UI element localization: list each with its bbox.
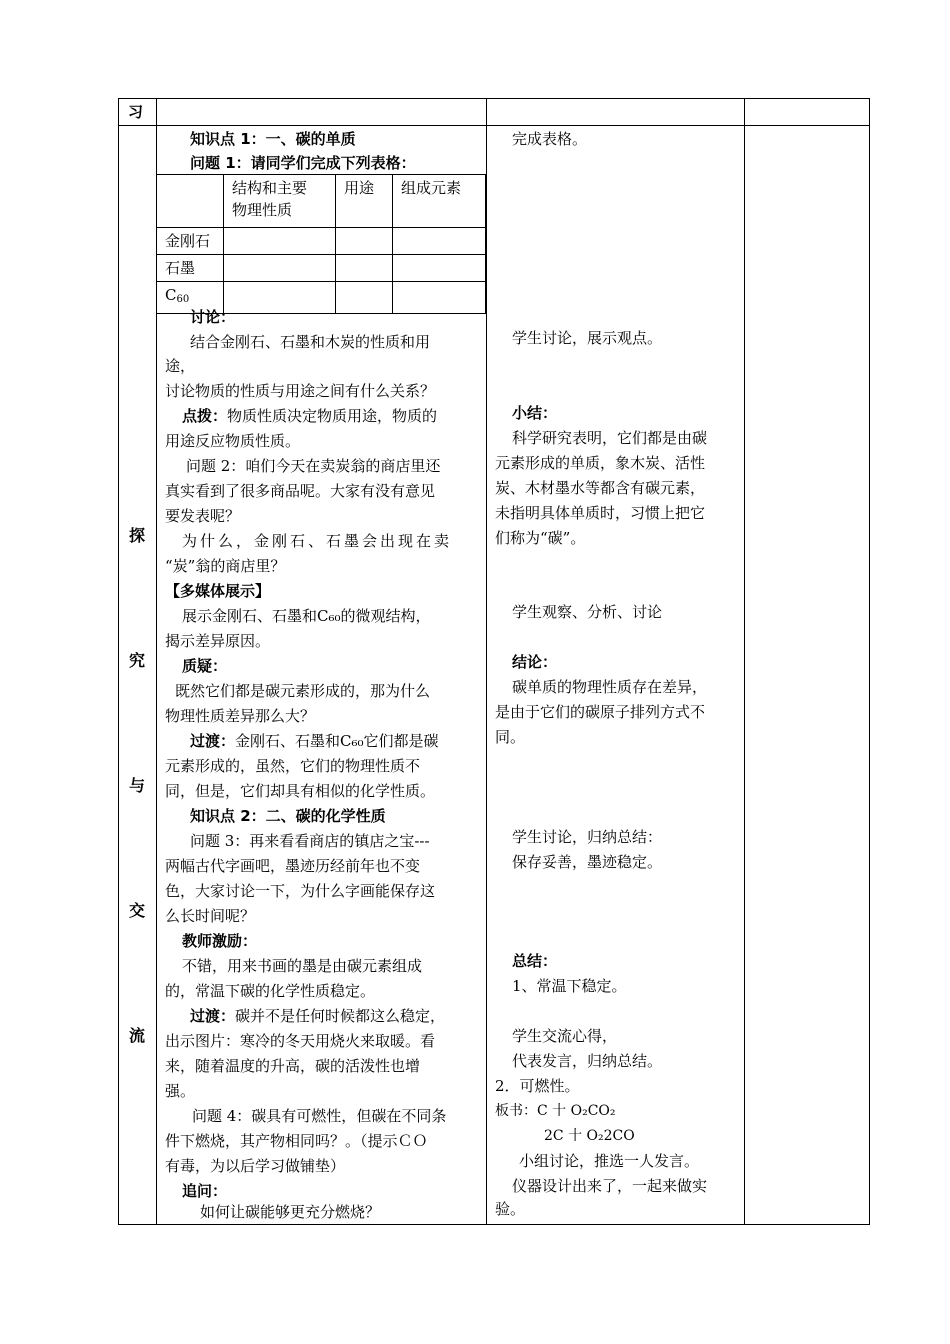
exchange-line-2: 代表发言，归纳总结。 <box>512 1052 663 1070</box>
discuss-line-2: 途， <box>165 357 196 375</box>
transition-1-text: 金刚石、石墨和C₆₀它们都是碳 <box>235 732 439 750</box>
transition-1-line-2: 元素形成的，虽然，它们的物理性质不 <box>165 757 421 775</box>
conclusion-line-1: 碳单质的物理性质存在差异， <box>512 678 708 696</box>
c60-subscript: 60 <box>176 294 190 305</box>
conclusion-line-3: 同。 <box>495 728 526 746</box>
question-2-line-1: 问题 2：咱们今天在卖炭翁的商店里还 <box>186 457 441 475</box>
encourage-label: 教师激励： <box>182 932 258 950</box>
why-line-2: “炭”翁的商店里？ <box>165 557 286 575</box>
transition-1-line-1 <box>190 729 439 753</box>
total-line-1: 1、常温下稳定。 <box>512 977 627 995</box>
question-4-line-1: 问题 4：碳具有可燃性，但碳在不同条 <box>192 1107 447 1125</box>
side-label-2: 究 <box>129 651 146 670</box>
question-4-line-2: 件下燃烧，其产物相同吗？。（提示ＣＯ <box>165 1132 428 1150</box>
transition-2-line-3: 来，随着温度的升高，碳的活泼性也增 <box>165 1057 421 1075</box>
conclusion-line-2: 是由于它们的碳原子排列方式不 <box>495 703 706 721</box>
encourage-line-1: 不错，用来书画的墨是由碳元素组成 <box>182 957 423 975</box>
col-divider-2 <box>486 98 487 1225</box>
stage-label: 习 <box>128 103 144 121</box>
table-cell-graphite: 石墨 <box>157 255 224 282</box>
doubt-line-2: 物理性质差异那么大？ <box>165 707 316 725</box>
media-label: 【多媒体展示】 <box>165 582 271 600</box>
question-2-line-2: 真实看到了很多商品呢。大家有没有意见 <box>165 482 436 500</box>
student-discuss-2-line-1: 学生讨论，归纳总结： <box>512 828 663 846</box>
doubt-line-1: 既然它们都是碳元素形成的，那为什么 <box>175 682 431 700</box>
question-3-line-1: 问题 3：再来看看商店的镇店之宝--- <box>190 832 430 850</box>
transition-1-line-3: 同，但是，它们却具有相似的化学性质。 <box>165 782 436 800</box>
table-header-row <box>157 175 486 228</box>
instrument-line-2: 验。 <box>495 1200 526 1218</box>
c60-symbol: C <box>165 286 177 304</box>
knowledge-point-1-title: 知识点 1：一、碳的单质 <box>190 130 356 148</box>
question-1 <box>190 151 416 175</box>
student-discuss: 学生讨论，展示观点。 <box>512 329 663 347</box>
board-equation-2: 2C 十 O₂2CO <box>544 1128 635 1144</box>
table-cell <box>393 255 486 282</box>
student-observe: 学生观察、分析、讨论 <box>512 603 663 621</box>
transition-1-label: 过渡： <box>190 732 236 750</box>
table-header-structure <box>224 175 336 228</box>
board-equation-1: 板书：C 十 O₂CO₂ <box>495 1103 616 1119</box>
hint-label: 点拨： <box>182 407 228 425</box>
question-3-line-4: 么长时间呢？ <box>165 907 256 925</box>
table-bottom-border <box>118 1224 870 1225</box>
header-row-divider <box>118 125 870 126</box>
summary-label: 小结： <box>512 404 558 422</box>
side-label-5: 流 <box>129 1026 146 1045</box>
follow-up-label: 追问： <box>182 1182 228 1200</box>
question-3-line-2: 两幅古代字画吧，墨迹历经前年也不变 <box>165 857 421 875</box>
side-label-4: 交 <box>129 901 146 920</box>
summary-line-3: 炭、木材墨水等都含有碳元素， <box>495 479 706 497</box>
side-label-3: 与 <box>129 776 146 795</box>
transition-2-line-2: 出示图片：寒冷的冬天用烧火来取暖。看 <box>165 1032 436 1050</box>
header-structure-line1: 结构和主要 <box>232 179 308 197</box>
media-line-1: 展示金刚石、石墨和C₆₀的微观结构， <box>182 607 431 625</box>
follow-up-line-1: 如何让碳能够更充分燃烧？ <box>200 1203 381 1221</box>
summary-line-5: 们称为“碳”。 <box>495 529 586 547</box>
media-line-2: 揭示差异原因。 <box>165 632 271 650</box>
summary-line-4: 未指明具体单质时，习惯上把它 <box>495 504 706 522</box>
table-cell <box>336 282 393 314</box>
carbon-forms-table <box>156 174 486 314</box>
instrument-line-1: 仪器设计出来了，一起来做实 <box>512 1177 708 1195</box>
transition-2-line-1 <box>190 1004 445 1028</box>
table-right-border <box>869 98 870 1225</box>
exchange-line-1: 学生交流心得， <box>512 1027 618 1045</box>
table-cell <box>393 228 486 255</box>
table-row <box>157 255 486 282</box>
doubt-label: 质疑： <box>182 657 228 675</box>
group-discussion: 小组讨论，推选一人发言。 <box>519 1152 700 1170</box>
question-4-line-3: 有毒，为以后学习做铺垫） <box>165 1157 346 1175</box>
encourage-line-2: 的，常温下碳的化学性质稳定。 <box>165 982 376 1000</box>
discuss-label: 讨论： <box>190 308 236 326</box>
point-2-combustibility: 2．可燃性。 <box>495 1077 580 1095</box>
question-2-line-3: 要发表呢？ <box>165 507 241 525</box>
header-structure-line2: 物理性质 <box>232 201 293 219</box>
student-complete: 完成表格。 <box>512 130 588 148</box>
col-divider-3 <box>744 98 745 1225</box>
table-header-elements: 组成元素 <box>393 175 486 228</box>
conclusion-label: 结论： <box>512 653 558 671</box>
transition-2-line-4: 强。 <box>165 1082 196 1100</box>
question-1-text: 问题 1：请同学们完成下列表格： <box>190 154 416 172</box>
knowledge-point-2-title: 知识点 2：二、碳的化学性质 <box>190 807 386 825</box>
why-line-1: 为什么，金刚石、石墨会出现在卖 <box>182 532 453 550</box>
discuss-line-3: 讨论物质的性质与用途之间有什么关系？ <box>165 382 436 400</box>
table-cell <box>224 228 336 255</box>
table-cell <box>393 282 486 314</box>
hint-line-1 <box>182 404 437 428</box>
summary-line-1: 科学研究表明，它们都是由碳 <box>512 429 708 447</box>
table-cell <box>336 255 393 282</box>
question-3-line-3: 色，大家讨论一下，为什么字画能保存这 <box>165 882 436 900</box>
transition-2-label: 过渡： <box>190 1007 236 1025</box>
table-cell <box>224 282 336 314</box>
side-label-1: 探 <box>129 526 146 545</box>
table-top-border <box>118 98 870 99</box>
table-header-use: 用途 <box>336 175 393 228</box>
table-left-border <box>118 98 119 1225</box>
hint-line-2: 用途反应物质性质。 <box>165 432 301 450</box>
transition-2-text: 碳并不是任何时候都这么稳定， <box>235 1007 446 1025</box>
summary-line-2: 元素形成的单质，象木炭、活性 <box>495 454 706 472</box>
table-cell <box>224 255 336 282</box>
total-label: 总结： <box>512 952 558 970</box>
discuss-line-1: 结合金刚石、石墨和木炭的性质和用 <box>190 333 431 351</box>
table-row <box>157 228 486 255</box>
table-cell <box>336 228 393 255</box>
hint-text-1: 物质性质决定物质用途，物质的 <box>227 407 438 425</box>
table-cell-diamond: 金刚石 <box>157 228 224 255</box>
table-header-empty <box>157 175 224 228</box>
student-discuss-2-line-2: 保存妥善，墨迹稳定。 <box>512 853 663 871</box>
